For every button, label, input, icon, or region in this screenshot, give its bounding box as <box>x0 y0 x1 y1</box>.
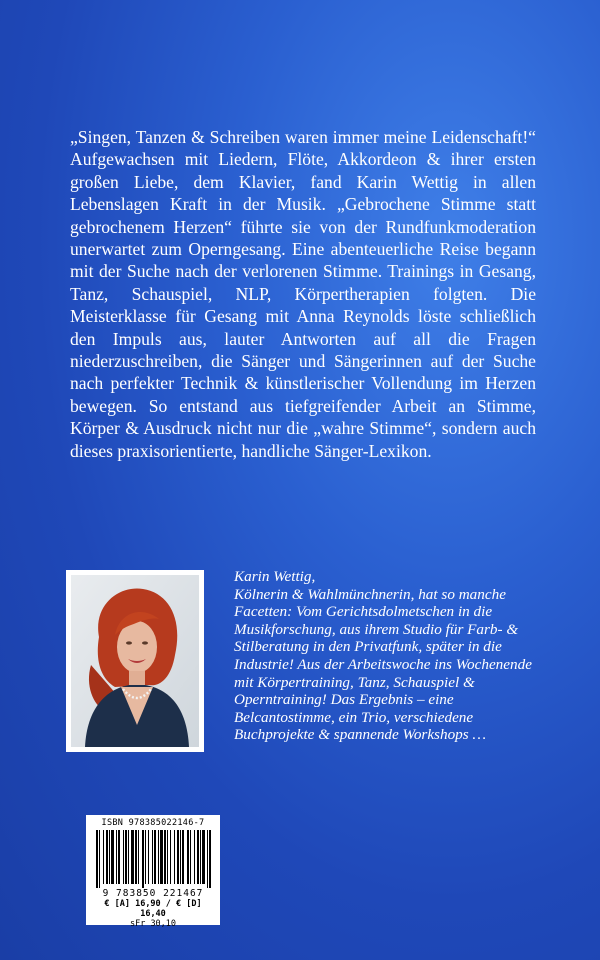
price-eur: € [A] 16,90 / € [D] 16,40 <box>104 899 202 919</box>
author-name: Karin Wettig, <box>234 568 316 585</box>
author-bio <box>234 568 534 744</box>
author-bio-text: Kölnerin & Wahlmünchnerin, hat so manche Facetten: Vom Gerichtsdolmetschen in die Musikforschung, aus ihrem Studio für Farb- & Stilberatung in den Privatfunk, später in die Industrie! Aus der Arbeitswoche ins Wochenende mit Körpertraining, Tanz, Schauspiel & Operntraining! Das Ergebnis – eine Belcantostimme, ein Trio, verschiedene Buchprojekte & spannende Workshops … <box>234 585 532 744</box>
barcode-digits: 9 783850 221467 <box>102 888 204 899</box>
isbn-label: ISBN 978385022146-7 <box>101 818 205 828</box>
price-chf: sFr 30,10 <box>129 919 177 929</box>
back-cover-blurb: „Singen, Tanzen & Schreiben waren immer meine Leidenschaft!“ Aufgewachsen mit Liedern, Flöte, Akkordeon & ihrer ersten großen Liebe, dem Klavier, fand Karin Wettig in allen Lebenslagen Kraft in der Musik. „Gebrochene Stimme statt gebrochenem Herzen“ führte sie von der Rundfunkmoderation unerwartet zum Operngesang. Eine abenteuerliche Reise begann mit der Suche nach der verlorenen Stimme. Trainings in Gesang, Tanz, Schauspiel, NLP, Körpertherapien folgten. Die Meisterklasse für Gesang mit Anna Reynolds löste schließlich den Impuls aus, lauter Antworten auf all die Fragen niederzuschreiben, die Sänger und Sängerinnen auf der Suche nach perfekter Technik & künstlerischer Vollendung im Herzen bewegen. So entstand aus tiefgreifender Arbeit an Stimme, Körper & Ausdruck nicht nur die „wahre Stimme“, sondern auch dieses praxisorientierte, handliche Sänger-Lexikon. <box>70 127 536 461</box>
author-portrait-image <box>71 575 199 747</box>
barcode-bars <box>94 830 212 888</box>
author-photo <box>66 570 204 752</box>
isbn-barcode <box>86 815 220 929</box>
